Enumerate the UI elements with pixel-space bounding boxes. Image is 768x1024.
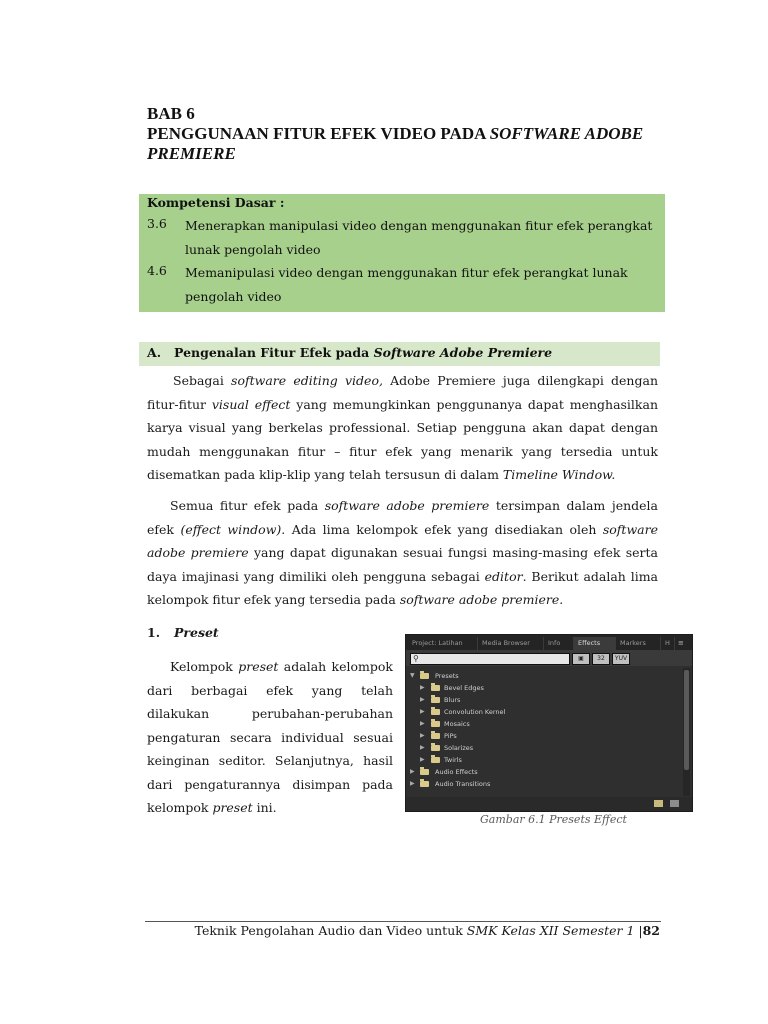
competence-box — [139, 194, 665, 312]
collapse-triangle-icon[interactable]: ▶ — [410, 780, 415, 787]
search-icon: ⚲ — [413, 654, 419, 663]
figure-caption: Gambar 6.1 Presets Effect — [480, 813, 627, 826]
folder-icon — [420, 769, 429, 775]
page-number: 82 — [642, 923, 660, 938]
page-footer: Teknik Pengolahan Audio dan Video untuk SMK Kelas XII Semester 1 |82 — [194, 923, 660, 938]
tab-effects[interactable]: Effects — [574, 637, 616, 650]
collapse-triangle-icon[interactable]: ▶ — [420, 732, 425, 739]
panel-bottom-bar — [406, 797, 692, 811]
body-paragraph: Sebagai software editing video, Adobe Premiere juga dilengkapi dengan fitur-fitur visual effect yang memungkinkan penggunanya dapat menghasilkan karya visual yang berkelas professional. Setiap pengguna akan dapat dengan mudah menggunakan fitur – fitur efek yang menarik yang tersedia untuk disematkan pada klip-klip yang telah tersusun di dalam Timeline Window. — [147, 373, 659, 482]
trash-icon[interactable] — [670, 800, 679, 807]
competence-text: Memanipulasi video dengan menggunakan fitur efek perangkat lunak pengolah video — [185, 265, 628, 304]
tab-markers[interactable]: Markers — [616, 637, 661, 650]
competence-number: 3.6 — [147, 216, 167, 231]
body-paragraph: Kelompok preset adalah kelompok dari berbagai efek yang telah dilakukan perubahan-perubahan pengaturan secara individual sesuai keinginan seditor. Selanjutnya, hasil dari pengaturannya disimpan pada kelompok preset ini. — [147, 659, 393, 815]
scrollbar-thumb[interactable] — [684, 670, 689, 770]
folder-icon — [431, 709, 440, 715]
competence-number: 4.6 — [147, 263, 167, 278]
tab-media-browser[interactable]: Media Browser — [478, 637, 544, 650]
effects-tree: ▼ Presets ▶ Bevel Edges ▶ Blurs ▶ Convolution Kernel ▶ Mosaics ▶ PiPs ▶ Solarizes ▶ Twirls ▶ Audio Effects ▶ Audio Transitions — [406, 668, 682, 796]
subsection-title: 1. Preset — [147, 625, 219, 640]
folder-icon — [431, 745, 440, 751]
tree-scrollbar[interactable] — [683, 668, 690, 796]
folder-icon — [431, 733, 440, 739]
collapse-triangle-icon[interactable]: ▶ — [420, 696, 425, 703]
effects-panel-figure — [405, 634, 693, 812]
collapse-triangle-icon[interactable]: ▶ — [420, 684, 425, 691]
panel-menu-icon[interactable]: ≡ — [678, 639, 684, 647]
chapter-title: PENGGUNAAN FITUR EFEK VIDEO PADA SOFTWARE ADOBE — [147, 124, 644, 143]
yuv-effects-button[interactable]: YUV — [612, 653, 630, 665]
collapse-triangle-icon[interactable]: ▶ — [420, 744, 425, 751]
folder-icon — [420, 673, 429, 679]
effects-search-input[interactable] — [410, 653, 570, 665]
chapter-label: BAB 6 — [147, 104, 195, 123]
competence-heading: Kompetensi Dasar : — [147, 195, 285, 210]
section-title: A. Pengenalan Fitur Efek pada Software Adobe Premiere — [147, 345, 553, 360]
new-bin-icon[interactable] — [654, 800, 663, 807]
expand-triangle-icon[interactable]: ▼ — [410, 672, 415, 679]
competence-text: Menerapkan manipulasi video dengan menggunakan fitur efek perangkat lunak pengolah video — [185, 218, 653, 257]
collapse-triangle-icon[interactable]: ▶ — [420, 720, 425, 727]
tab-info[interactable]: Info — [544, 637, 574, 650]
folder-icon — [431, 757, 440, 763]
tab-history[interactable]: H — [661, 637, 675, 650]
accelerated-effects-icon[interactable]: ▣ — [572, 653, 590, 665]
32bit-effects-button[interactable]: 32 — [592, 653, 610, 665]
folder-icon — [431, 685, 440, 691]
folder-icon — [420, 781, 429, 787]
chapter-title-line2: PREMIERE — [147, 144, 236, 163]
folder-icon — [431, 697, 440, 703]
panel-search-row — [406, 650, 692, 666]
chapter-heading — [147, 104, 667, 164]
folder-icon — [431, 721, 440, 727]
tab-project[interactable]: Project: Latihan — [408, 637, 478, 650]
collapse-triangle-icon[interactable]: ▶ — [420, 756, 425, 763]
collapse-triangle-icon[interactable]: ▶ — [420, 708, 425, 715]
body-paragraph: Semua fitur efek pada software adobe premiere tersimpan dalam jendela efek (effect window). Ada lima kelompok efek yang disediakan oleh software adobe premiere yang dapat digunakan sesuai fungsi masing-masing efek serta daya imajinasi yang dimiliki oleh pengguna sebagai editor. Berikut adalah lima kelompok fitur efek yang tersedia pada software adobe premiere. — [147, 498, 658, 607]
collapse-triangle-icon[interactable]: ▶ — [410, 768, 415, 775]
panel-tab-bar — [406, 635, 692, 650]
